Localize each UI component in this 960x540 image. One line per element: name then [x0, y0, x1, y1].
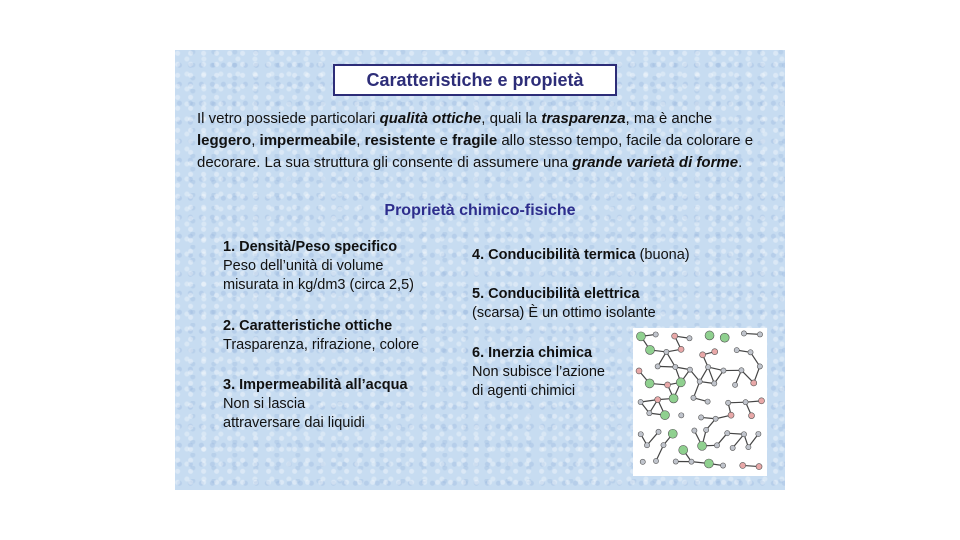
- intro-paragraph: Il vetro possiede particolari qualità ottiche, quali la trasparenza, ma è anche leggero, impermeabile, resistente e fragile allo stesso tempo, facile da colorare e decorare. La sua struttura gli consente di assumere una grande varietà di forme.: [197, 110, 754, 171]
- property-thermal-conductivity: 4. Conducibilità termica (buona): [472, 247, 690, 263]
- slide-title: Caratteristiche e propietà: [333, 64, 617, 96]
- property-impermeability: 3. Impermeabilità all’acqua Non si lascia attraversare dai liquidi: [223, 377, 408, 431]
- property-electrical-conductivity: 5. Conducibilità elettrica (scarsa) È un ottimo isolante: [472, 286, 656, 321]
- glass-molecular-structure-icon: [633, 328, 767, 476]
- property-chemical-inertia: 6. Inerzia chimica Non subisce l’azione di agenti chimici: [472, 345, 605, 399]
- property-density: 1. Densità/Peso specifico Peso dell’unità di volume misurata in kg/dm3 (circa 2,5): [223, 239, 414, 293]
- section-subtitle: Proprietà chimico-fisiche: [384, 202, 576, 219]
- slide: [175, 50, 785, 490]
- property-optical: 2. Caratteristiche ottiche Trasparenza, rifrazione, colore: [223, 318, 420, 353]
